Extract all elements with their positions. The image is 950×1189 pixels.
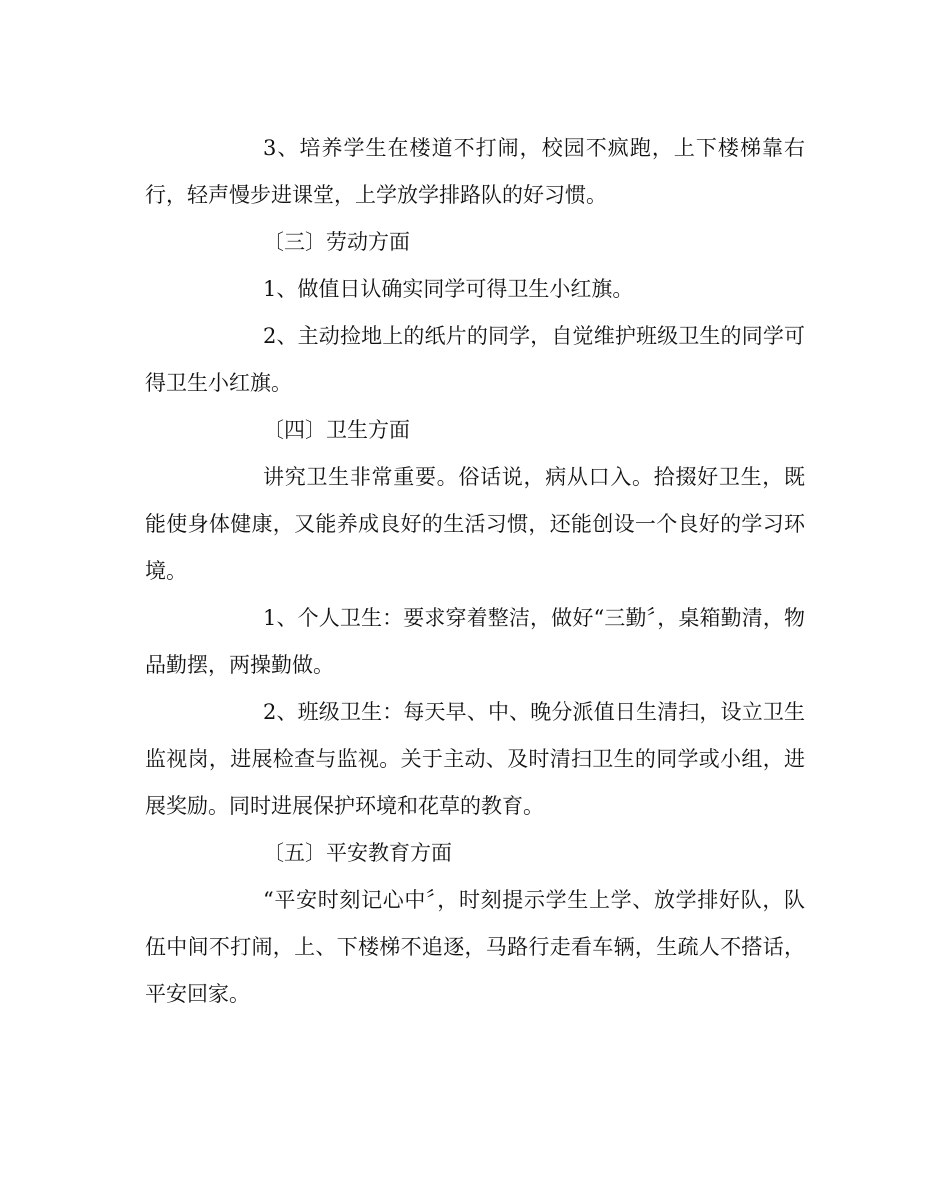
section-heading-hygiene: 〔四〕卫生方面 xyxy=(263,418,410,442)
paragraph-labor-1: 1、做值日认确实同学可得卫生小红旗。 xyxy=(263,277,634,301)
document-body xyxy=(145,125,805,1018)
paragraph-habit-3: 3、培养学生在楼道不打闹，校园不疯跑，上下楼梯靠右行，轻声慢步进课堂，上学放学排路队的好习惯。 xyxy=(145,136,805,207)
section-heading-safety: 〔五〕平安教育方面 xyxy=(263,841,452,865)
section-heading-labor: 〔三〕劳动方面 xyxy=(263,230,410,254)
paragraph-labor-2: 2、主动捡地上的纸片的同学，自觉维护班级卫生的同学可得卫生小红旗。 xyxy=(145,324,805,395)
paragraph-safety: “平安时刻记心中〞，时刻提示学生上学、放学排好队，队伍中间不打闹，上、下楼梯不追逐，马路行走看车辆，生疏人不搭话，平安回家。 xyxy=(145,888,805,1006)
paragraph-hygiene-personal: 1、个人卫生：要求穿着整洁，做好“三勤〞，桌箱勤清，物品勤摆，两操勤做。 xyxy=(145,606,805,677)
paragraph-hygiene-class: 2、班级卫生：每天早、中、晚分派值日生清扫，设立卫生监视岗，进展检查与监视。关于主动、及时清扫卫生的同学或小组，进展奖励。同时进展保护环境和花草的教育。 xyxy=(145,700,805,818)
paragraph-hygiene-intro: 讲究卫生非常重要。俗话说，病从口入。拾掇好卫生，既能使身体健康，又能养成良好的生活习惯，还能创设一个良好的学习环境。 xyxy=(145,465,805,583)
